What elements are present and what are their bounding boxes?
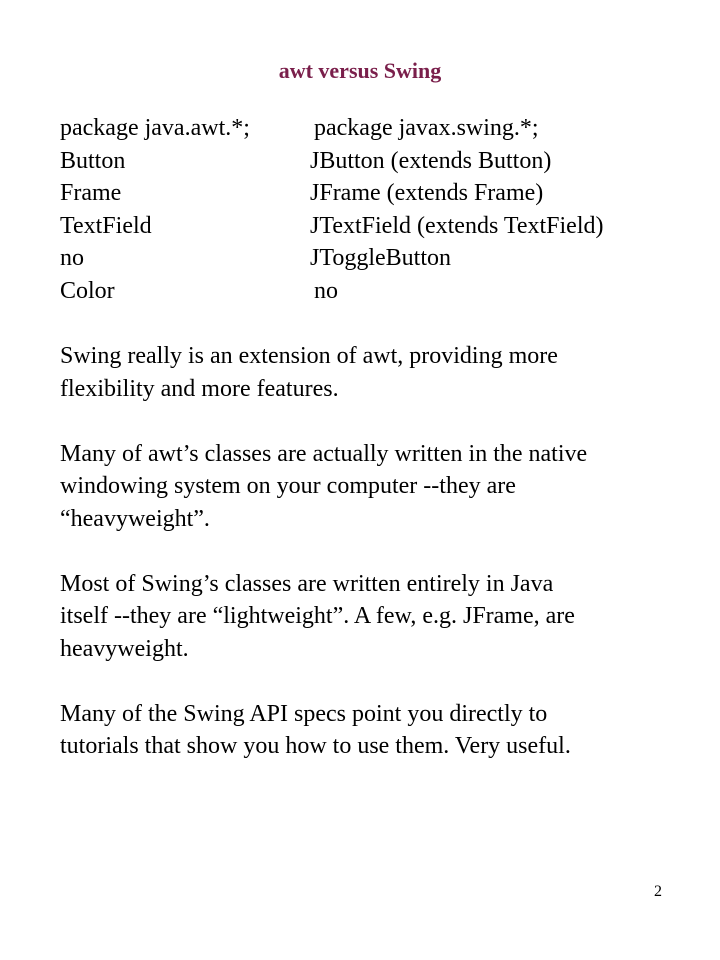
- body-text: [60, 340, 660, 795]
- awt-class: no: [60, 245, 84, 271]
- awt-class: Frame: [60, 180, 122, 206]
- text-line: itself --they are “lightweight”. A few, e.g. JFrame, are: [60, 603, 575, 629]
- swing-package: package javax.swing.*;: [314, 115, 539, 141]
- text-line: heavyweight.: [60, 635, 189, 662]
- swing-class: JTextField (extends TextField): [310, 212, 604, 239]
- swing-class: JToggleButton: [310, 245, 451, 271]
- paragraph-lightweight: [60, 568, 660, 666]
- awt-class: Button: [60, 147, 126, 174]
- text-line: “heavyweight”.: [60, 505, 210, 532]
- text-line: Many of awt’s classes are actually written in the native: [60, 440, 588, 467]
- paragraph-heavyweight: [60, 438, 660, 536]
- awt-package: package java.awt.*;: [60, 115, 250, 141]
- text-line: Many of the Swing API specs point you directly to: [60, 700, 548, 727]
- paragraph-api-specs: [60, 698, 660, 763]
- paragraph-extension: [60, 340, 660, 405]
- awt-class: TextField: [60, 212, 152, 239]
- awt-class: Color: [60, 277, 115, 304]
- swing-class: no: [314, 277, 338, 304]
- text-line: Most of Swing’s classes are written entirely in Java: [60, 570, 554, 597]
- text-line: windowing system on your computer --they are: [60, 473, 516, 499]
- text-line: tutorials that show you how to use them. Very useful.: [60, 733, 571, 759]
- slide-title: awt versus Swing: [278, 58, 442, 83]
- page-number: 2: [654, 883, 662, 900]
- text-line: Swing really is an extension of awt, providing more: [60, 343, 558, 369]
- text-line: flexibility and more features.: [60, 375, 339, 402]
- swing-class: JFrame (extends Frame): [310, 180, 544, 206]
- swing-class: JButton (extends Button): [310, 147, 552, 174]
